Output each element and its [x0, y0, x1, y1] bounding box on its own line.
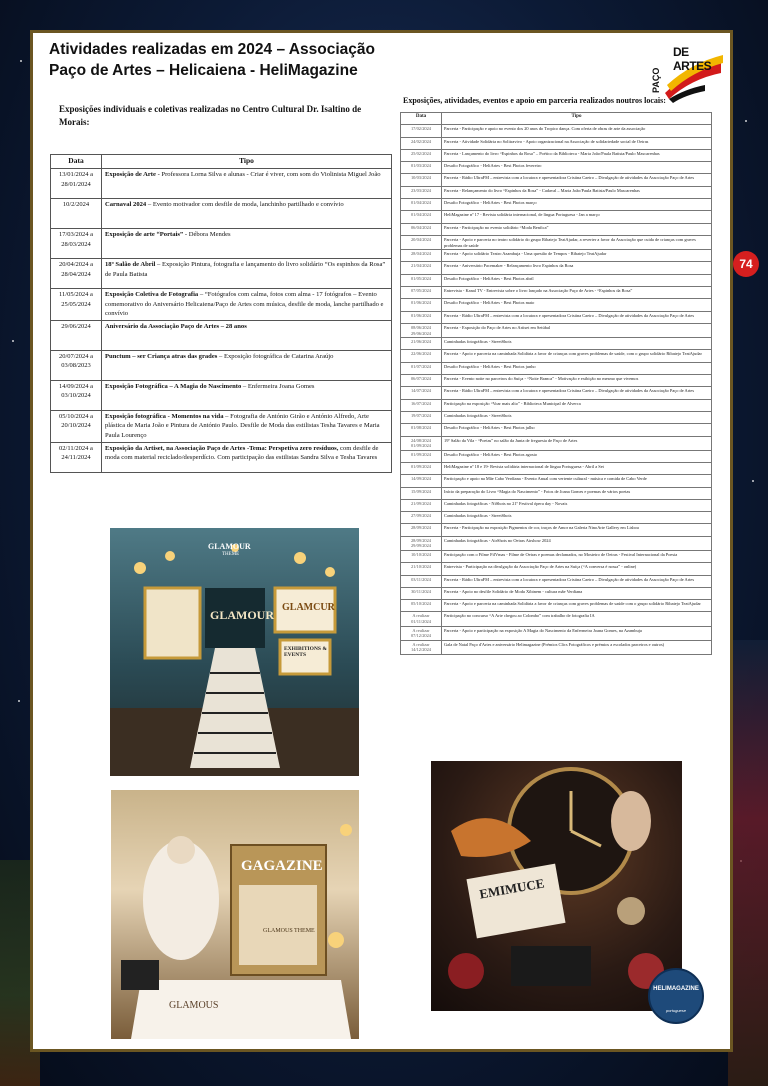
row-date: 14/09/2024 a 03/10/2024 [51, 380, 102, 410]
table-row [401, 199, 712, 211]
table-row [401, 311, 712, 323]
table-row [401, 137, 712, 149]
table-row [401, 475, 712, 487]
row-type [102, 442, 392, 472]
row-type: Parceria - Rádio UltraFM – entrevista com a locutora e apresentadora Cristina Caeiro – Divulgação de atividades da Associação Paço de Artes [442, 174, 712, 186]
row-date: 03/11/2024 [401, 575, 442, 587]
row-date: 21/10/2024 [401, 563, 442, 575]
row-type: Parceria - Apoio solidário Teatro Azambuja - Uma questão de Tempos - Ribatejo TeatAjudar [442, 250, 712, 262]
title-line-1: Atividades realizadas em 2024 – Associação [49, 41, 375, 58]
row-date: 20/04/2024 [401, 235, 442, 249]
row-type: Parceria - Lançamento do livro “Espinhos da Rosa” – Poético da Biblioteca - Maria João/Paula Batista/Paulo Mascarenhas [442, 149, 712, 161]
row-type-title: Punctum – ser Criança atras das grades [105, 352, 218, 360]
gagazine-open-magazine-text: GLAMOUS [169, 1000, 219, 1011]
row-date: 05/10/2024 a 20/10/2024 [51, 410, 102, 442]
glamour-sign-2: GLAMCUR [282, 602, 335, 613]
row-type: Parceria - Aniversário Pacemaker - Relançamento livro Espinhos da Rosa [442, 262, 712, 274]
row-type-description: - Professora Lorna Silva e alunas - Criar é viver, com som do Violinista Miguel João [155, 171, 381, 178]
table-row [401, 287, 712, 299]
row-type: Desafio Fotográfico - HeliArtes - Best Photos junho [442, 362, 712, 374]
left-section-heading: Exposições individuais e coletivas realizadas no Centro Cultural Dr. Isaltino de Morais: [59, 104, 362, 127]
row-date: 24/02/2024 [401, 137, 442, 149]
row-date: 10/03/2024 [401, 174, 442, 186]
row-date: 01/05/2024 [401, 274, 442, 286]
row-date: 20/04/2024 a 28/04/2024 [51, 259, 102, 289]
logo-text: DE ARTES [673, 45, 712, 73]
row-type: Participação e apoio na Mãe Cabo Verdiana - Evento Anual com vertente cultural - música e comida de Cabo Verde [442, 475, 712, 487]
page-title [49, 39, 469, 81]
row-type: Caminhadas fotográficas - AirShots no Oeiras Airshow 2024 [442, 536, 712, 550]
row-date: 23/03/2024 [401, 186, 442, 198]
row-date: 06/07/2024 [401, 375, 442, 387]
row-date: 25/02/2024 [401, 149, 442, 161]
row-date: 17/03/2024 a 28/03/2024 [51, 229, 102, 259]
row-type: 19º Salão da Vila - “Poetas” no salão da Junta de freguesia de Paço de Artes [442, 436, 712, 450]
row-date: A realizar 14/12/2024 [401, 640, 442, 654]
row-type-description: – Exposição Pintura, fotografia e lançamento do livro solidário “Os espinhos da Rosa” de Paula Batista [105, 261, 386, 278]
row-date: 06/04/2024 [401, 223, 442, 235]
row-date: 01/06/2024 [401, 299, 442, 311]
row-type: Entrevista - Kanal TV - Entrevista sobre o livro lançado na Associação Paço de Artes - “Espinhos da Rosa” [442, 287, 712, 299]
emimuce-image [431, 761, 682, 1011]
row-type [102, 229, 392, 259]
table-row [401, 563, 712, 575]
table-row [401, 274, 712, 286]
row-date: 14/09/2024 [401, 475, 442, 487]
row-type: Parceria - Participação no evento solidário “Moda Benfica” [442, 223, 712, 235]
row-type: HeliMagazine nº 18 e 19- Revista solidária internacional de língua Portuguesa - Abril a Set [442, 462, 712, 474]
row-date: 17/02/2024 [401, 125, 442, 137]
row-type: Participação no concurso “A Arte chegou ao Colombo” com trabalho de fotografia IA [442, 612, 712, 626]
row-date: 13/01/2024 a 28/01/2024 [51, 169, 102, 199]
row-type-description: – Fotografia de António Girão e António Alfredo, Arte plástica de Maria João e Pintura de António Paulo. Desfile de Moda das estilistas Tesha Tavares e Maria Paula Lourenço [105, 412, 380, 439]
row-date: 05/10/2024 [401, 600, 442, 612]
table-row [51, 229, 392, 259]
table-row [401, 223, 712, 235]
row-type: Parceria - Apoio e parceria no teatro solidário do grupo Ribatejo TeatAjudar, a reverter a favor da Associação que cuida de crianças com graves problemas de saúde [442, 235, 712, 249]
row-date: 10/2/2024 [51, 199, 102, 229]
badge-name: HELIMAGAZINE [653, 986, 699, 992]
glamour-theme-text: GLAMOUR [208, 542, 251, 551]
row-type: Parceria - Apoio no desfile Solidário de Moda Xibinem - cultura mãe Verdiana [442, 587, 712, 599]
row-type: Desafio Fotográfico - HeliArtes - Best Photos julho [442, 424, 712, 436]
row-date: 01/04/2024 [401, 199, 442, 211]
tree-decoration-right [728, 640, 768, 1086]
row-type: Parceria - Participação na exposição Pigmentos de cor, traços de Amor na Galeria NinoArte Gallery em Lisboa [442, 524, 712, 536]
row-type [102, 289, 392, 321]
row-type: Desafio Fotográfico - HeliArtes - Best Photos agosto [442, 450, 712, 462]
row-type [102, 380, 392, 410]
exhibitions-table [50, 154, 392, 473]
table-row [401, 487, 712, 499]
row-type: Parceria - Evento noite no parceiros do Suíça - “Noite Branca” - Motivação e exibição no mesmo que vivemos [442, 375, 712, 387]
row-type-title: Exposição da Artiset, na Associação Paço de Artes -Tema: Perspetiva zero resíduos, [105, 444, 339, 452]
row-type-title: Aniversário da Associação Paço de Artes – 28 anos [105, 322, 247, 330]
table-row [51, 289, 392, 321]
table-row [401, 499, 712, 511]
row-type: Desafio Fotográfico - HeliArtes - Best Photos abril [442, 274, 712, 286]
row-type: Desafio Fotográfico - HeliArtes - Best Photos fevereiro [442, 162, 712, 174]
row-date: 30/11/2024 [401, 587, 442, 599]
row-type: Parceria - Relançamento do livro “Espinhos da Rosa” - Cadaval – Maria João/Paula Batista/Paulo Mascarenhas [442, 186, 712, 198]
table-row [401, 612, 712, 626]
gagazine-masthead: GAGAZINE [241, 858, 323, 874]
column-header-date: Data [51, 155, 102, 169]
table-row [401, 323, 712, 337]
table-row [401, 424, 712, 436]
table-row [51, 259, 392, 289]
badge-sub: portuguese [665, 1008, 686, 1013]
gagazine-image [111, 790, 359, 1039]
table-row [401, 299, 712, 311]
row-type [102, 320, 392, 350]
row-date: 21/04/2024 [401, 262, 442, 274]
row-type: Caminhadas fotográficas - NiShots no 21º Festival ópera day - Novais [442, 499, 712, 511]
row-type: Parceria - Rádio UltraFM – entrevista com a locutora e apresentadora Cristina Caeiro – Divulgação de atividades da Associação Paço de Artes [442, 575, 712, 587]
table-row [401, 338, 712, 350]
table-row [401, 450, 712, 462]
table-row [401, 174, 712, 186]
helimagazine-badge [648, 968, 704, 1024]
table-row [401, 512, 712, 524]
exhibitions-sign: EXHIBITIONS & EVENTS [284, 646, 327, 658]
row-date: 01/08/2024 [401, 424, 442, 436]
row-type-description: – Exposição fotográfica de Catarina Araújo [217, 352, 334, 360]
row-type: Parceria - Atividade Solidária no Solitravivo - Apoio organizacional na Associação de solidariedade social de Oeiras [442, 137, 712, 149]
table-row [401, 162, 712, 174]
row-type: Parceria - Rádio UltraFM – entrevista com a locutora e apresentadora Cristina Caeiro – Divulgação de atividades da Associação Paço de Artes [442, 387, 712, 399]
row-type-description: - Débora Mendes [183, 231, 231, 238]
row-type: Início da preparação do Livro “Magia do Nascimento” - Fotos de Joana Gomes e poemas de vários poetas [442, 487, 712, 499]
row-type-title: Exposição Coletiva de Fotografia [105, 291, 199, 298]
row-date: 28/09/2024 29/09/2024 [401, 536, 442, 550]
table-row [51, 410, 392, 442]
row-date: 01/04/2024 [401, 211, 442, 223]
row-date: 01/09/2024 [401, 462, 442, 474]
row-date: 22/06/2024 [401, 350, 442, 362]
row-date: 20/07/2024 a 03/08/2023 [51, 350, 102, 380]
row-type-title: Exposição de Arte [105, 171, 156, 178]
row-date: 08/06/2024 29/06/2024 [401, 323, 442, 337]
exhibitions-table-body [51, 169, 392, 473]
row-date: 27/09/2024 [401, 512, 442, 524]
table-row [401, 350, 712, 362]
row-type-description: – Enfermeira Joana Gomes [241, 382, 315, 390]
table-row [401, 524, 712, 536]
table-row [401, 411, 712, 423]
row-date: 29/06/2024 [51, 320, 102, 350]
row-type-description: – Evento motivador com desfile de moda, lanchinho partilhado e convívio [146, 201, 344, 208]
row-type-title: 18º Salão de Abril [105, 261, 156, 268]
row-date: 01/09/2024 [401, 450, 442, 462]
row-type: HeliMagazine nº 17 - Revista solidária internacional, de língua Portuguesa - Jan a março [442, 211, 712, 223]
table-row [401, 600, 712, 612]
row-date: A realizar 01/11/2024 [401, 612, 442, 626]
table-row [401, 575, 712, 587]
row-date: 24/08/2024 01/09/2024 [401, 436, 442, 450]
row-date: 14/07/2024 [401, 387, 442, 399]
table-row [401, 626, 712, 640]
table-row [51, 350, 392, 380]
row-type: Parceria - Apoio e parceria na caminhada Solidária a favor de crianças com graves problemas de saúde, com o grupo solidário Ribatejo TeatAjudar [442, 350, 712, 362]
right-section-heading: Exposições, atividades, eventos e apoio em parceria realizados noutros locais: [403, 96, 666, 105]
row-type [102, 259, 392, 289]
row-type-description: – “Fotógrafos com calma, fotos com alma - 17 fotógrafos – Evento comemorativo do Aniversário Helicaiena/Paço de Artes com música, desfile de moda, lanche partilhado e convívio [105, 291, 384, 318]
table-row [401, 186, 712, 198]
document-page [30, 30, 733, 1052]
row-date: 01/07/2024 [401, 362, 442, 374]
row-date: 07/05/2024 [401, 287, 442, 299]
row-type-title: Exposição Fotográfica – A Magia do Nascimento [105, 382, 242, 390]
table-row [51, 169, 392, 199]
table-row [51, 380, 392, 410]
glamour-theme-image [110, 528, 359, 776]
table-row [401, 262, 712, 274]
row-date: 01/06/2024 [401, 311, 442, 323]
row-type: Parceria - Participação e apoio no evento dos 20 anos do Tropico dança. Com oferta de obras de arte da associação [442, 125, 712, 137]
row-date: 11/05/2024 a 25/05/2024 [51, 289, 102, 321]
table-row [401, 640, 712, 654]
row-type: Parceria - Exposição do Paço de Artes no Artiset em Setúbal [442, 323, 712, 337]
logo-side-text: PAÇO [651, 67, 661, 93]
row-type: Participação com o Filme FilVmas - Filme de Oeiras e poemas declamados, no Mosteiro de Oeiras - Festival Internacional da Poesia [442, 550, 712, 562]
row-type-description: com desfile de moda com material reciclado/desperdício. Com participação das estilistas Sandra Silva e Tesha Tavares [105, 444, 379, 462]
row-type: Gala de Natal Paço d'Artes e aniversário Helimagazine (Prémios Clics Fotográficos e prémios a escolados parceiros e outros) [442, 640, 712, 654]
row-date: 21/09/2024 [401, 499, 442, 511]
title-line-2: Paço de Artes – Helicaiena - HeliMagazine [49, 62, 358, 79]
row-date: 16/07/2024 [401, 399, 442, 411]
row-type: Parceria - Rádio UltraFM – entrevista com a locutora e apresentadora Cristina Caeiro – Divulgação de atividades da Associação Paço de Artes [442, 311, 712, 323]
row-date: 21/06/2024 [401, 338, 442, 350]
row-type [102, 199, 392, 229]
partnerships-table [400, 112, 712, 655]
table-row [401, 462, 712, 474]
emimuce-text: EMIMUCE [478, 875, 546, 902]
table-row [401, 125, 712, 137]
row-type: Caminhadas fotográficas - StreetShots [442, 338, 712, 350]
row-type [102, 350, 392, 380]
table-row [401, 362, 712, 374]
row-type: Caminhadas fotográficas - StreetShots [442, 411, 712, 423]
page-number: 74 [733, 251, 759, 277]
row-type: Desafio Fotográfico - HeliArtes - Best Photos março [442, 199, 712, 211]
table-row [401, 536, 712, 550]
column-header-type: Tipo [102, 155, 392, 169]
column-header-date: Data [401, 113, 442, 125]
table-row [401, 399, 712, 411]
row-type-title: Exposição de arte “Portais” [105, 231, 184, 238]
row-type: Desafio Fotográfico - HeliArtes - Best Photos maio [442, 299, 712, 311]
table-row [401, 149, 712, 161]
row-date: 15/09/2024 [401, 487, 442, 499]
table-row [401, 250, 712, 262]
row-date: 28/04/2024 [401, 250, 442, 262]
column-header-type: Tipo [442, 113, 712, 125]
table-row [401, 587, 712, 599]
table-row [401, 235, 712, 249]
row-type: Entrevista - Participação na divulgação da Associação Paço de Artes na Suíça (“A conversa é nossa” - online) [442, 563, 712, 575]
glamour-sign: GLAMOUR [210, 608, 274, 622]
row-date: 19/07/2024 [401, 411, 442, 423]
table-row [401, 211, 712, 223]
row-type: Parceria - Apoio e participação na exposição A Magia do Nascimento da Enfermeira Joana Gomes, na Azambuja [442, 626, 712, 640]
table-row [51, 442, 392, 472]
row-date: A realizar 07/12/2024 [401, 626, 442, 640]
table-row [51, 320, 392, 350]
row-type [102, 410, 392, 442]
row-date: 02/11/2024 a 24/11/2024 [51, 442, 102, 472]
row-type-title: Carnaval 2024 [105, 201, 147, 208]
table-row [401, 387, 712, 399]
row-date: 28/09/2024 [401, 524, 442, 536]
table-row [401, 375, 712, 387]
partnerships-table-body [401, 125, 712, 655]
gagazine-cover-text: GLAMOUS THEME [263, 928, 315, 934]
emimuce-scene-illustration [431, 761, 682, 1011]
gagazine-scene-illustration [111, 790, 359, 1039]
glamour-theme-subtext: THEME [222, 552, 240, 557]
row-date: 01/03/2024 [401, 162, 442, 174]
row-type: Caminhadas fotográficas - StreetShots [442, 512, 712, 524]
table-row [401, 550, 712, 562]
row-type: Participação na exposição “Voar mais alto” - Biblioteca Municipal de Alverca [442, 399, 712, 411]
table-row [51, 199, 392, 229]
row-date: 10/10/2024 [401, 550, 442, 562]
table-row [401, 436, 712, 450]
row-type [102, 169, 392, 199]
row-type: Parceria - Apoio e parceria na caminhada Solidária a favor de crianças com graves problemas de saúde com o grupo solidário Ribatejo TeatAjudar [442, 600, 712, 612]
row-type-title: Exposição fotográfica - Momentos na vida [105, 412, 224, 420]
